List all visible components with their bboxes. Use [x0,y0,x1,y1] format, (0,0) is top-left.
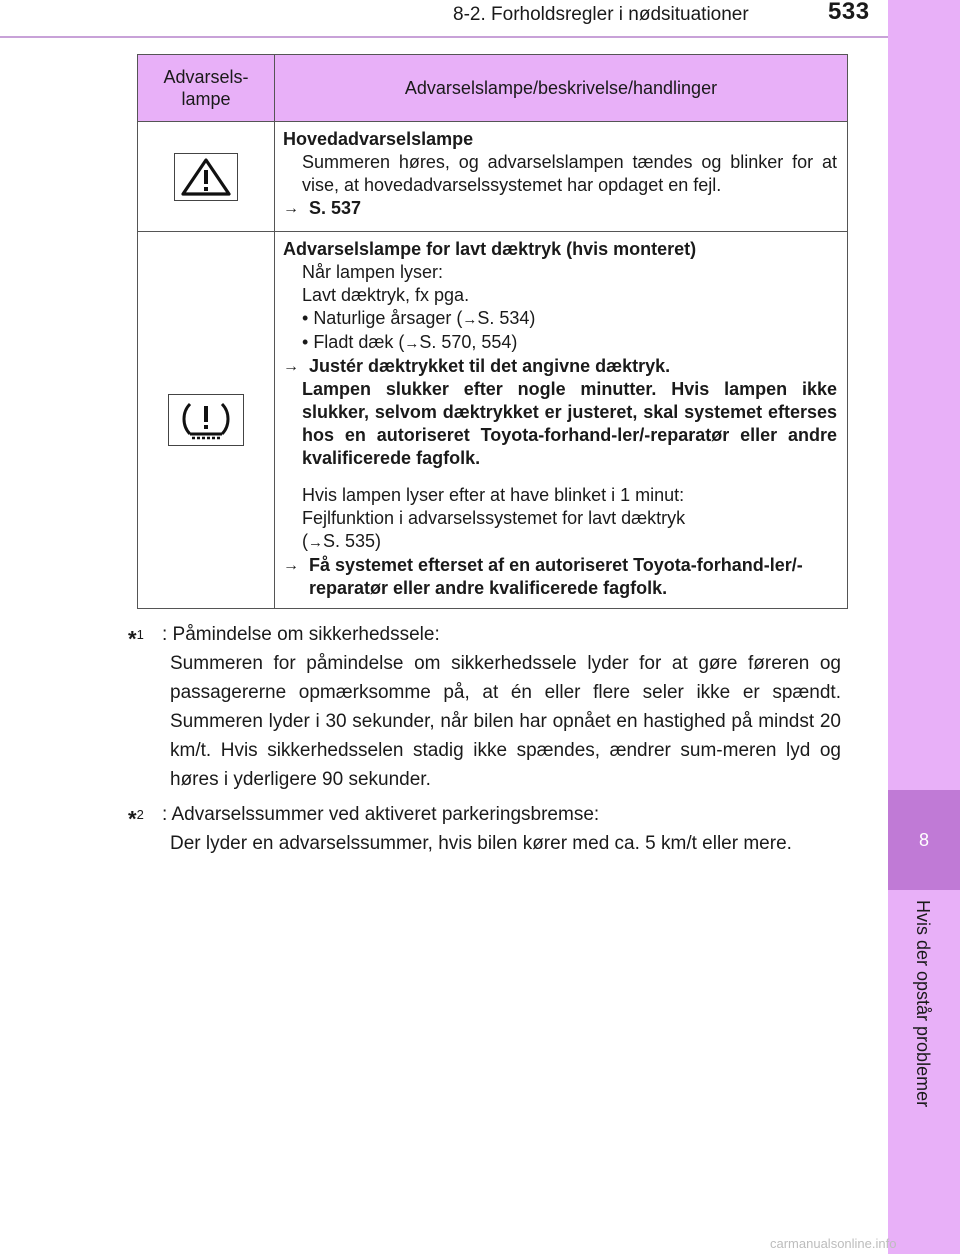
list-item-text: Fladt dæk ( [313,332,405,352]
footnote [128,620,841,794]
lamp-cell [138,122,275,232]
warning-lights-table [137,54,848,609]
condition-line: Når lampen lyser: [302,262,444,282]
page-reference-text: S. 534) [477,308,536,328]
arrow-right-icon: → [283,358,299,375]
col-header-lamp-text: Advarsels- lampe [163,67,249,109]
footnote-title: : Advarselssummer ved aktiveret parkeringsbremse: [162,804,600,825]
description-cell [275,122,848,232]
page-reference-text: S. 535) [323,531,382,551]
action-detail: Lampen slukker efter nogle minutter. Hvis lampen ikke slukker, selvom dæktrykket er justeret, skal systemet efterses hos en autoriseret Toyota-forhand-ler/-reparatør eller andre kvalificerede fagfolk. [302,379,837,468]
chapter-number: 8 [888,790,960,890]
condition-line: Fejlfunktion i advarselssystemet for lavt dæktryk [302,508,686,528]
chapter-label-container [888,900,960,1130]
page-reference [283,197,837,220]
lamp-description: Summeren høres, og advarselslampen tændes og blinker for at vise, at hovedadvarselssystemet har opdaget en fejl. [302,152,837,195]
list-item: • Naturlige årsager (→S. 534) [302,308,536,328]
description-cell [275,232,848,609]
arrow-right-icon: → [308,534,323,551]
page-reference-text: S. 537 [309,198,362,218]
list-item: • Fladt dæk (→S. 570, 554) [302,332,518,352]
footnote-body: Der lyder en advarselssummer, hvis bilen kører med ca. 5 km/t eller mere. [170,833,792,854]
list-item-text: Naturlige årsager ( [313,308,463,328]
arrow-right-icon: → [404,335,420,352]
condition-line: Lavt dæktryk, fx pga. [302,285,470,305]
col-header-description: Advarselslampe/beskrivelse/handlinger [275,55,848,122]
chapter-label: Hvis der opstår problemer [913,900,933,1108]
action-line [283,554,837,600]
page-reference-text: S. 570, 554) [419,332,518,352]
lamp-title: Advarselslampe for lavt dæktryk (hvis monteret) [283,239,697,259]
arrow-right-icon: → [462,311,478,328]
table-header-row [138,55,848,122]
action-line [283,355,837,378]
footnote-marker: *$^1$ [128,626,144,652]
footnote [128,800,841,858]
lamp-cell [138,232,275,609]
footnotes [128,620,841,864]
master-warning-icon [174,153,238,201]
table-row [138,122,848,232]
action-text: Få systemet efterset af en autoriseret Toyota-forhand-ler/-reparatør eller andre kvalificerede fagfolk. [309,555,803,598]
col-header-lamp [138,55,275,122]
tire-pressure-warning-icon [168,394,244,446]
action-text: Justér dæktrykket til det angivne dæktryk. [309,356,671,376]
footnote-body: Summeren for påmindelse om sikkerhedssele lyder for at gøre føreren og passagererne opmærksomme på, at én eller flere seler ikke er spændt. Summeren lyder i 30 sekunder, når bilen har opnået en hastighed på mindst 20 km/t. Hvis sikkerhedsselen stadig ikke spændes, ændrer sum-meren lyd og høres i yderligere 90 sekunder. [170,653,841,790]
lamp-title: Hovedadvarselslampe [283,129,474,149]
header-divider [0,36,888,38]
footnote-title: : Påmindelse om sikkerhedssele: [162,624,440,645]
arrow-right-icon: → [283,200,299,217]
watermark: carmanualsonline.info [770,1236,897,1251]
page-number: 533 [828,0,870,25]
section-title: 8-2. Forholdsregler i nødsituationer [453,4,749,25]
arrow-right-icon: → [283,557,299,574]
footnote-marker: *$^2$ [128,806,144,832]
condition-line: (→S. 535) [302,531,382,551]
table-row [138,232,848,609]
condition-line: Hvis lampen lyser efter at have blinket i 1 minut: [302,485,685,505]
